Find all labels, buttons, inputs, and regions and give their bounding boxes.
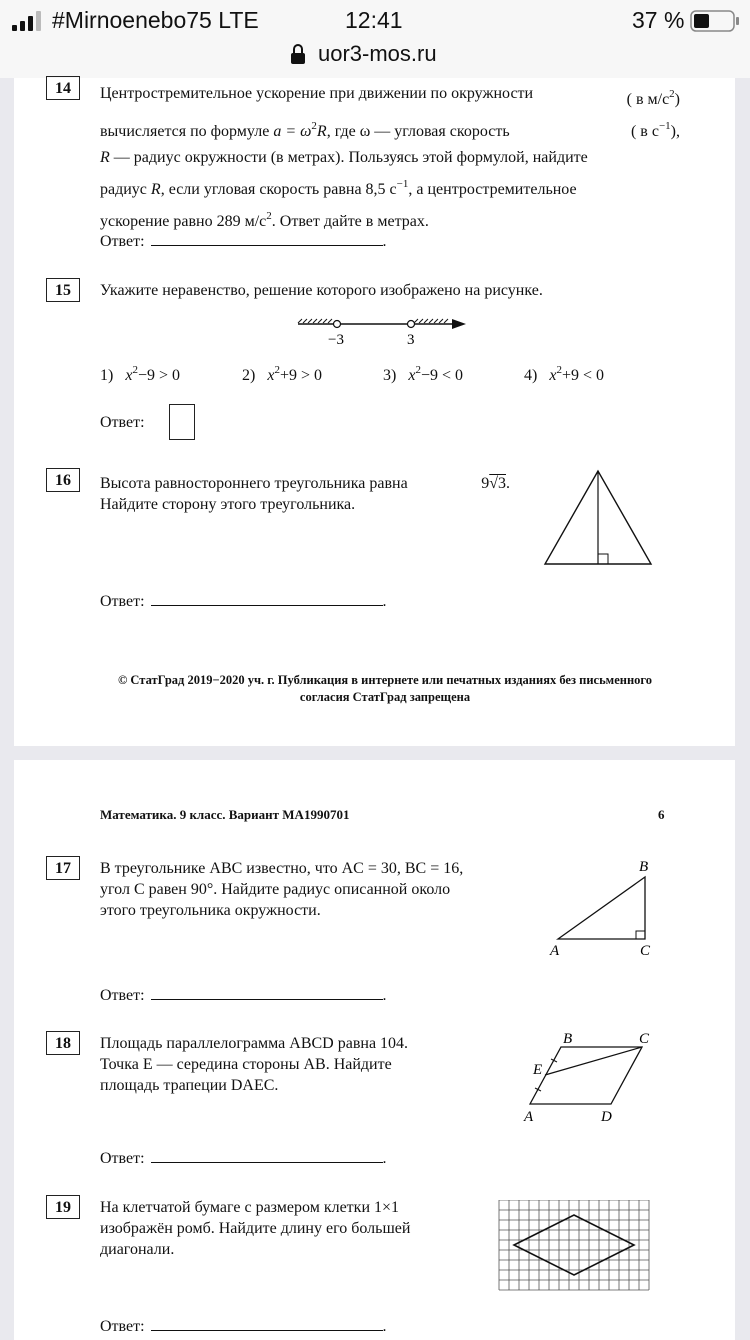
question-number-15: 15 — [46, 278, 80, 302]
signal-icon — [12, 11, 46, 31]
answer-field-18: Ответ: . — [100, 1150, 387, 1167]
number-line-figure — [294, 314, 474, 348]
question-number-17: 17 — [46, 856, 80, 880]
parallelogram-figure-18 — [519, 1030, 664, 1126]
tick-minus-3: −3 — [328, 332, 344, 348]
question-number-19: 19 — [46, 1195, 80, 1219]
answer-box-15[interactable] — [169, 404, 195, 440]
question-18-text: Площадь параллелограмма ABCD равна 104. Точка E — середина стороны AB. Найдите площадь трапеции DAEC. — [100, 1035, 409, 1094]
vertex-A: A — [550, 943, 560, 959]
option-4[interactable]: 4) $x^2+9 < 0$ — [524, 364, 604, 384]
question-number-16: 16 — [46, 468, 80, 492]
answer-field-16: Ответ: . — [100, 593, 387, 610]
carrier-label: #Mirnoenebo75 LTE — [52, 7, 259, 33]
tick-3: 3 — [407, 332, 415, 348]
address-bar[interactable] — [0, 40, 750, 78]
question-19-text: На клетчатой бумаге с размером клетки 1×1 изображён ромб. Найдите длину его большей диагонали. — [100, 1199, 411, 1258]
question-number-18: 18 — [46, 1031, 80, 1055]
page-header: Математика. 9 класс. Вариант МА1990701 — [100, 807, 350, 822]
vertex-D: D — [601, 1109, 612, 1125]
document-page-6 — [14, 760, 735, 1340]
grid-rhombus-figure-19 — [498, 1200, 650, 1292]
battery-icon — [690, 10, 740, 32]
triangle-figure-16 — [542, 468, 654, 566]
vertex-C: C — [640, 943, 651, 959]
question-number-14: 14 — [46, 76, 80, 100]
option-1[interactable]: 1) $x^2-9 > 0$ — [100, 364, 180, 384]
answer-field-17: Ответ: . — [100, 987, 387, 1004]
question-16-text: Высота равностороннего треугольника равна 9√3. Найдите сторону этого треугольника. — [100, 475, 510, 513]
point-E: E — [533, 1062, 543, 1078]
answer-field-14: Ответ: . — [100, 233, 387, 250]
answer-label-15: Ответ: — [100, 414, 145, 431]
question-17-text: В треугольнике ABC известно, что AC = 30, BC = 16, угол C равен 90°. Найдите радиус описанной около этого треугольника окружности. — [100, 860, 464, 919]
question-14-text: Центростремительное ускорение при движении по окружности ( в $м/с^2$) вычисляется по формуле $a = \omega^2R$, где ω — угловая скорость ( в $с^{-1}$), R — радиус окружности (в метрах). Пользуясь этой формулой, найдите радиус R, если угловая скорость равна 8,5 $с^{-1}$, а центростремительное ускорение равно 289 $м/с^2$. Ответ дайте в метрах. — [100, 85, 680, 230]
question-15-text: Укажите неравенство, решение которого изображено на рисунке. — [100, 282, 543, 299]
document-page-5 — [14, 78, 735, 746]
url-text[interactable]: uor3-mos.ru — [318, 41, 437, 66]
status-bar — [0, 0, 750, 40]
vertex-B: B — [639, 859, 649, 875]
option-2[interactable]: 2) $x^2+9 > 0$ — [242, 364, 322, 384]
answer-field-19: Ответ: . — [100, 1318, 387, 1335]
vertex-B: B — [563, 1031, 573, 1047]
page-number: 6 — [658, 807, 665, 822]
lock-icon — [290, 43, 306, 65]
option-3[interactable]: 3) $x^2-9 < 0$ — [383, 364, 463, 384]
vertex-A: A — [524, 1109, 534, 1125]
triangle-figure-17 — [544, 855, 659, 960]
battery-percent: 37 % — [632, 7, 685, 33]
clock: 12:41 — [345, 7, 403, 33]
copyright-notice: © СтатГрад 2019−2020 уч. г. Публикация в интернете или печатных изданиях без письменного согласия СтатГрад запрещена — [117, 673, 653, 704]
vertex-C: C — [639, 1031, 650, 1047]
